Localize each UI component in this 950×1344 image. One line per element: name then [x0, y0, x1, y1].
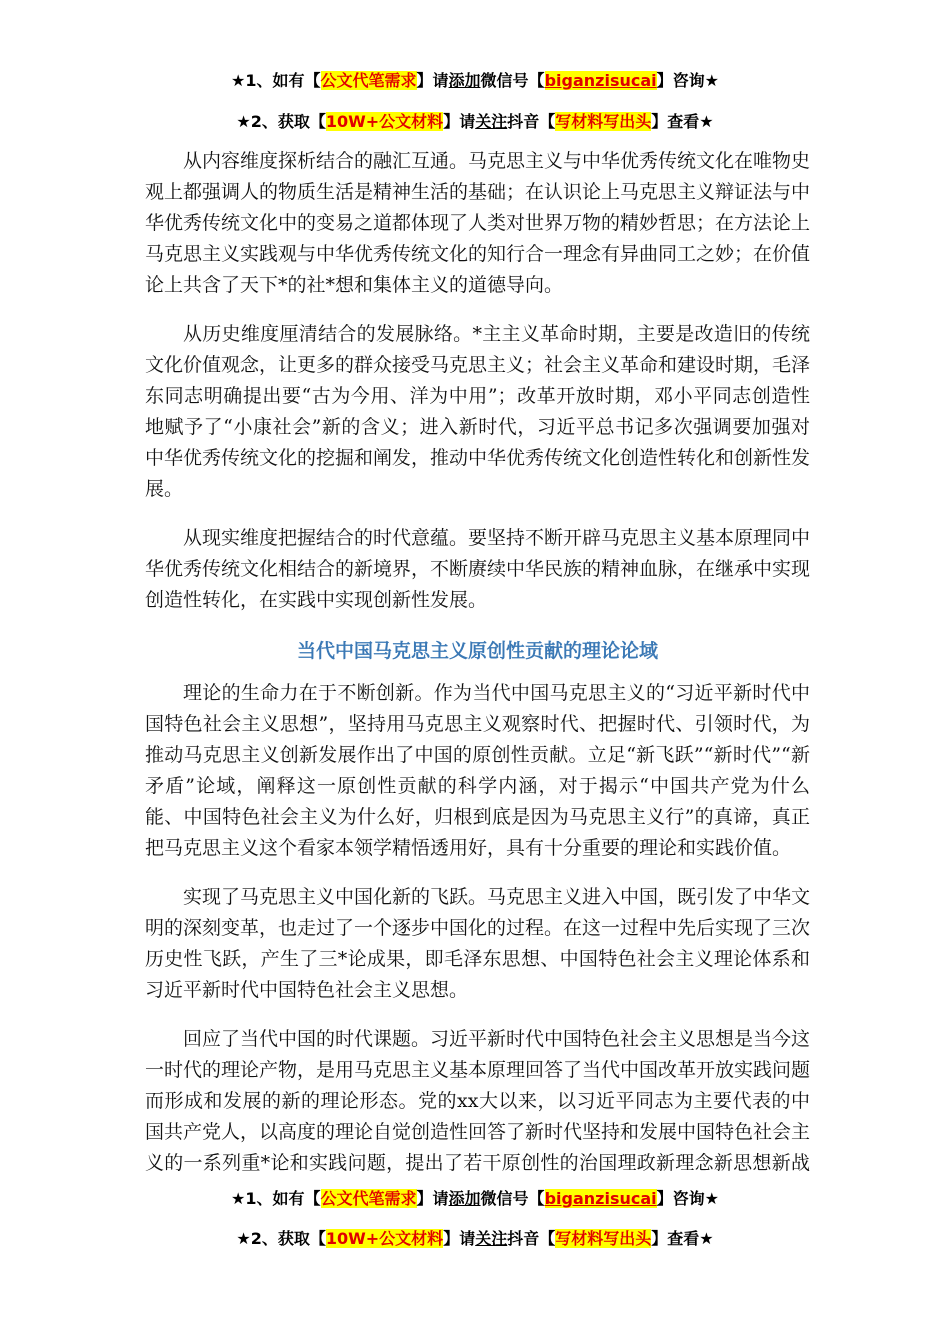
- banner-underlined: 添加: [448, 1189, 481, 1208]
- paragraph: 实现了马克思主义中国化新的飞跃。马克思主义进入中国，既引发了中华文明的深刻变革，也走过了一个逐步中国化的过程。在这一过程中先后实现了三次历史性飞跃，产生了三*论成果，即毛泽东思想、中国特色社会主义理论体系和习近平新时代中国特色社会主义思想。: [145, 886, 811, 1001]
- promo-banner-bottom-1: [0, 1188, 950, 1210]
- banner-highlight: 写材料写出头: [555, 112, 652, 131]
- body-clip: [0, 138, 950, 1175]
- banner-text: 】咨询★: [656, 71, 719, 90]
- promo-banner-bottom-2: [0, 1228, 950, 1250]
- banner-text: 】请: [416, 71, 449, 90]
- banner-text: 】查看★: [651, 1229, 714, 1248]
- banner-underlined: 添加: [448, 71, 481, 90]
- banner-text: 微信号【: [480, 1189, 545, 1208]
- banner-highlight: 写材料写出头: [555, 1229, 652, 1248]
- banner-text: 】咨询★: [656, 1189, 719, 1208]
- paragraph: 回应了当代中国的时代课题。习近平新时代中国特色社会主义思想是当今这一时代的理论产物，是用马克思主义基本原理回答了当代中国改革开放实践问题而形成和发展的新的理论形态。党的xx大以来，以习近平同志为主要代表的中国共产党人，以高度的理论自觉创造性回答了新时代坚持和发展中国特色社会主义的一系列重*论和实践问题，提出了若干原创性的治国理政新理念新思想新战: [145, 1028, 811, 1174]
- banner-text: 抖音【: [507, 112, 556, 131]
- banner-underlined: 关注: [475, 1229, 508, 1248]
- banner-text: 】请: [443, 112, 476, 131]
- banner-text: 抖音【: [507, 1229, 556, 1248]
- paragraph: 从内容维度探析结合的融汇互通。马克思主义与中华优秀传统文化在唯物史观上都强调人的物质生活是精神生活的基础；在认识论上马克思主义辩证法与中华优秀传统文化中的变易之道都体现了人类对世界万物的精妙哲思；在方法论上马克思主义实践观与中华优秀传统文化的知行合一理念有异曲同工之妙；在价值论上共含了天下*的社*想和集体主义的道德导向。: [145, 150, 811, 296]
- banner-underlined: 关注: [475, 112, 508, 131]
- banner-text: ★1、如有【: [231, 71, 321, 90]
- banner-text: ★2、获取【: [236, 112, 326, 131]
- banner-highlight: 10W+公文材料: [325, 112, 444, 131]
- paragraph: 从历史维度厘清结合的发展脉络。*主主义革命时期，主要是改造旧的传统文化价值观念，让更多的群众接受马克思主义；社会主义革命和建设时期，毛泽东同志明确提出要“古为今用、洋为中用”；改革开放时期，邓小平同志创造性地赋予了“小康社会”新的含义；进入新时代，习近平总书记多次强调要加强对中华优秀传统文化的挖掘和阐发，推动中华优秀传统文化创造性转化和创新性发展。: [145, 323, 811, 500]
- banner-highlight: 公文代笔需求: [320, 1189, 417, 1208]
- paragraph: 从现实维度把握结合的时代意蕴。要坚持不断开辟马克思主义基本原理同中华优秀传统文化相结合的新境界，不断赓续中华民族的精神血脉，在继承中实现创造性转化，在实践中实现创新性发展。: [145, 527, 811, 611]
- section-heading: 当代中国马克思主义原创性贡献的理论论域: [296, 640, 658, 662]
- promo-banner-top-1: [0, 70, 950, 92]
- banner-text: ★2、获取【: [236, 1229, 326, 1248]
- banner-highlight: 公文代笔需求: [320, 71, 417, 90]
- promo-banner-top-2: [0, 111, 950, 133]
- body-content: [145, 146, 810, 1175]
- paragraph: 理论的生命力在于不断创新。作为当代中国马克思主义的“习近平新时代中国特色社会主义思想”，坚持用马克思主义观察时代、把握时代、引领时代，为推动马克思主义创新发展作出了中国的原创性贡献。立足“新飞跃”“新时代”“新矛盾”论域，阐释这一原创性贡献的科学内涵，对于揭示“中国共产党为什么能、中国特色社会主义为什么好，归根到底是因为马克思主义行”的真谛，真正把马克思主义这个看家本领学精悟透用好，具有十分重要的理论和实践价值。: [145, 682, 810, 859]
- wechat-id-link[interactable]: biganzisucai: [544, 1189, 657, 1208]
- banner-highlight: 10W+公文材料: [325, 1229, 444, 1248]
- banner-text: 】请: [443, 1229, 476, 1248]
- wechat-id-link[interactable]: biganzisucai: [544, 71, 657, 90]
- banner-text: 】查看★: [651, 112, 714, 131]
- banner-text: 】请: [416, 1189, 449, 1208]
- banner-text: ★1、如有【: [231, 1189, 321, 1208]
- banner-text: 微信号【: [480, 71, 545, 90]
